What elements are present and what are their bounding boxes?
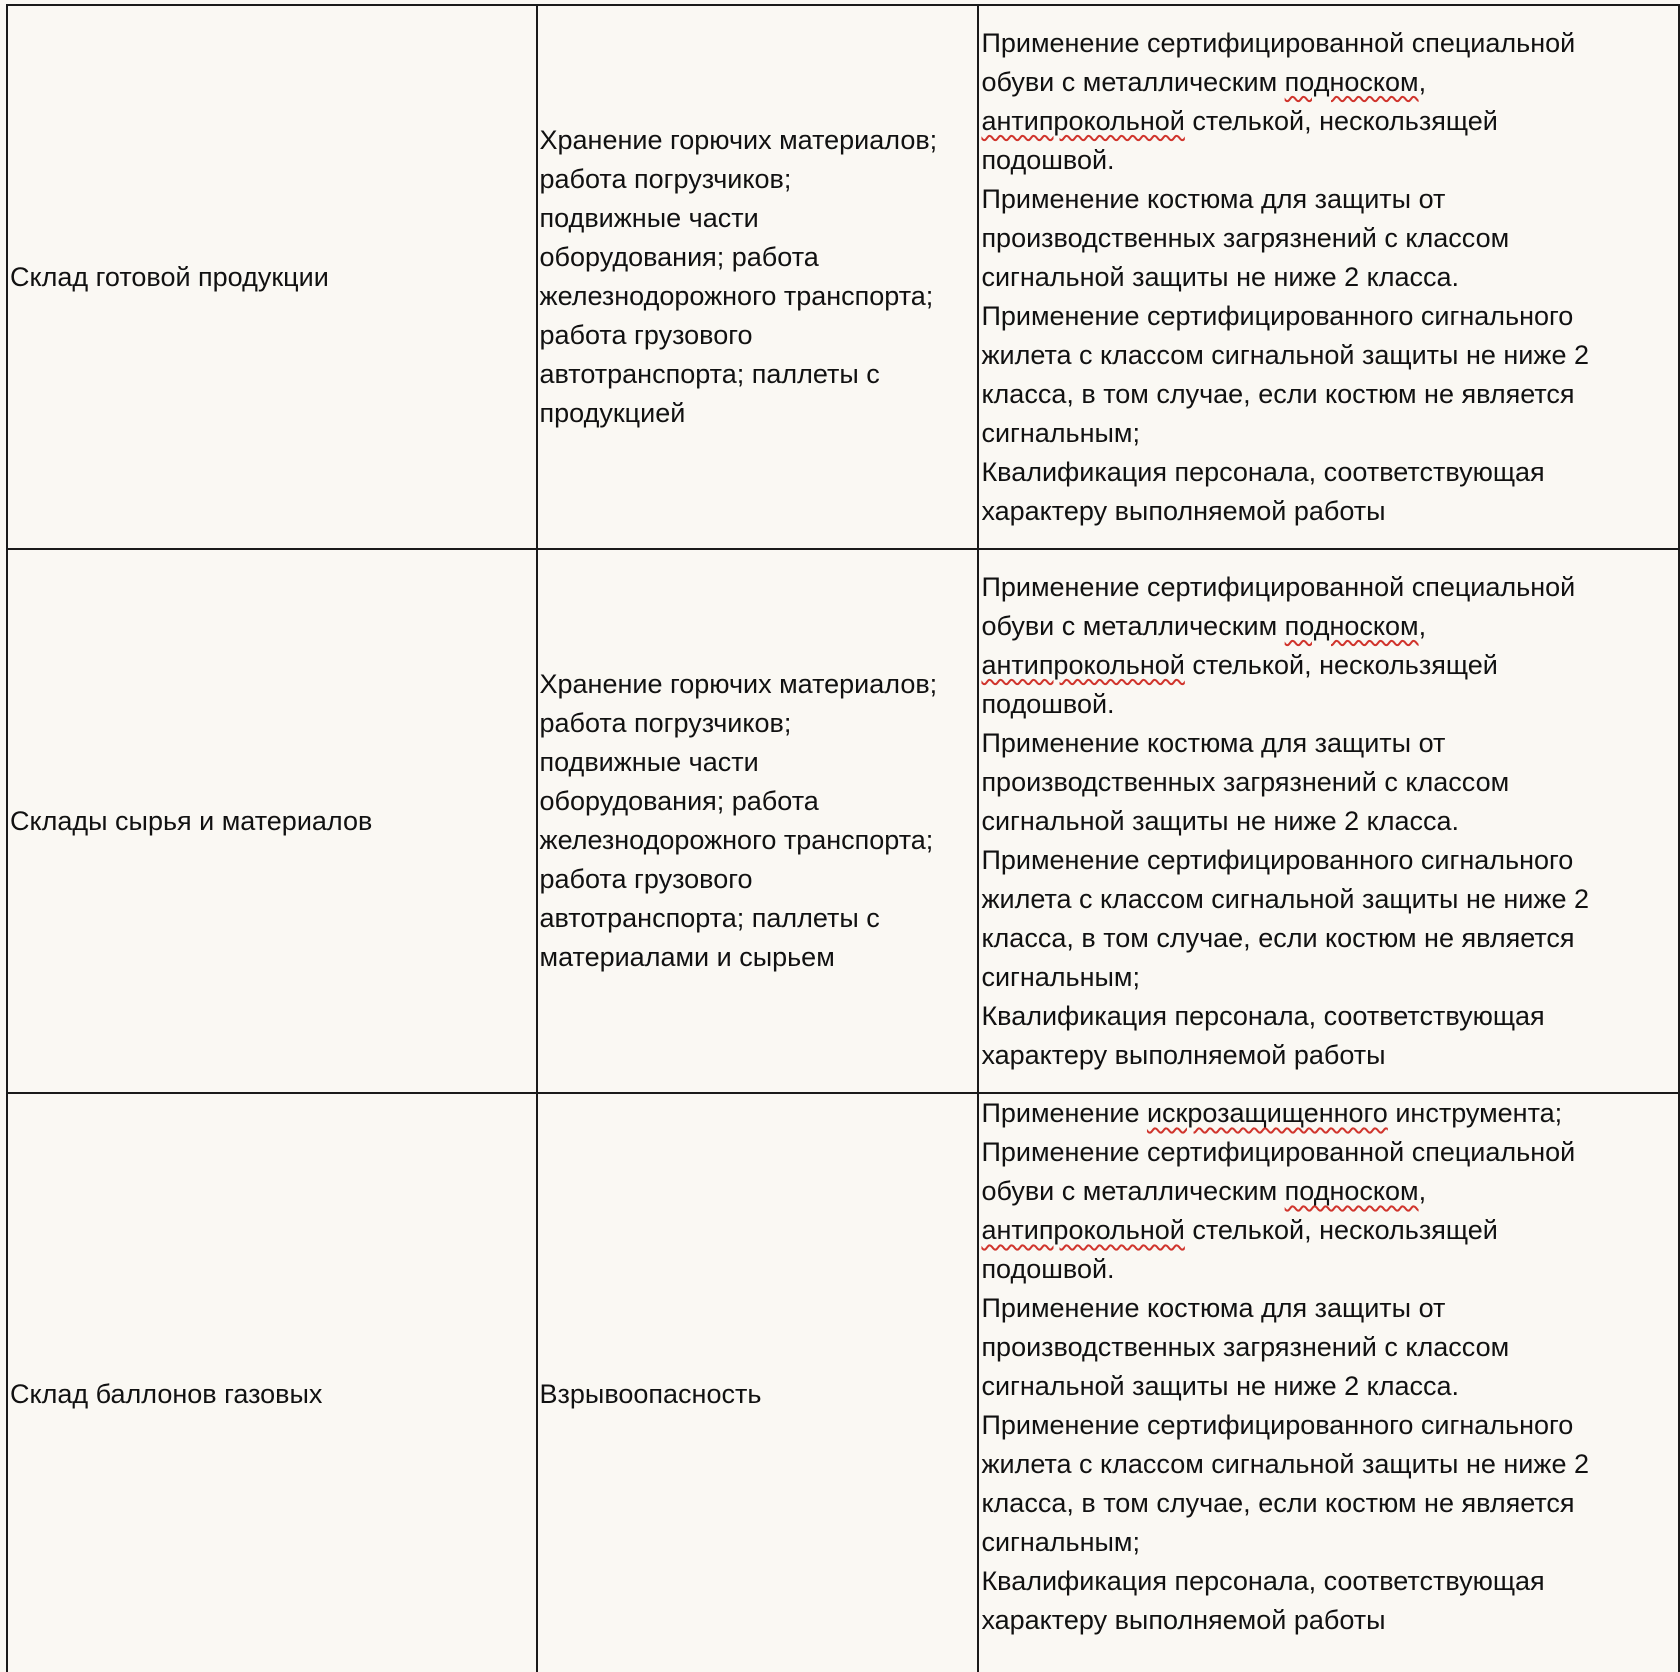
- measure-line: производственных загрязнений с классом: [981, 766, 1510, 797]
- table-row: [7, 1093, 1679, 1672]
- hazard-line: Хранение горючих материалов;: [539, 669, 938, 699]
- measure-text: ,: [1418, 1176, 1427, 1206]
- place-name: Склады сырья и материалов: [10, 805, 373, 836]
- measure-line: Применение сертифицированного сигнального: [981, 300, 1574, 331]
- measure-line: сигнальным;: [981, 417, 1140, 448]
- measure-text: обуви с металлическим: [981, 1176, 1285, 1206]
- measure-text: стелькой, нескользящей: [1184, 649, 1498, 680]
- measure-line: характеру выполняемой работы: [981, 1605, 1386, 1635]
- measure-text: ,: [1418, 610, 1427, 641]
- table-row: [7, 549, 1679, 1093]
- measure-text: стелькой, нескользящей: [1184, 105, 1498, 136]
- table-cell-measures[interactable]: [978, 1093, 1679, 1672]
- measure-line: жилета с классом сигнальной защиты не ниже 2: [981, 883, 1589, 914]
- measure-text: ,: [1418, 66, 1427, 97]
- measure-text: Применение: [981, 1098, 1147, 1128]
- hazard-line: подвижные части: [539, 747, 759, 777]
- spellcheck-word[interactable]: подноском: [1284, 66, 1419, 97]
- hazard-line: оборудования; работа: [539, 786, 819, 816]
- measure-line: [981, 1211, 1676, 1250]
- measure-line: сигнальной защиты не ниже 2 класса.: [981, 805, 1460, 836]
- measure-line: класса, в том случае, если костюм не является: [981, 378, 1575, 409]
- table-cell-hazard[interactable]: [537, 1093, 979, 1672]
- place-name: Склад готовой продукции: [10, 261, 329, 292]
- table-cell-measures[interactable]: [978, 5, 1679, 549]
- measure-line: жилета с классом сигнальной защиты не ниже 2: [981, 339, 1589, 370]
- hazard-line: автотранспорта; паллеты с: [539, 359, 880, 389]
- measure-line: Применение костюма для защиты от: [981, 183, 1446, 214]
- measure-text: инструмента;: [1387, 1098, 1563, 1128]
- measure-line: сигнальной защиты не ниже 2 класса.: [981, 1371, 1460, 1401]
- spellcheck-word[interactable]: искрозащищенного: [1146, 1098, 1388, 1128]
- spellcheck-word[interactable]: антипрокольной: [981, 105, 1185, 136]
- measure-text: обуви с металлическим: [981, 66, 1285, 97]
- table-cell-hazard[interactable]: [537, 549, 979, 1093]
- spellcheck-word[interactable]: подноском: [1284, 610, 1419, 641]
- measure-line: [981, 607, 1676, 646]
- spellcheck-word[interactable]: антипрокольной: [981, 649, 1185, 680]
- measure-line: [981, 102, 1676, 141]
- measure-line: характеру выполняемой работы: [981, 495, 1386, 526]
- hazard-line: продукцией: [539, 398, 686, 428]
- measure-line: сигнальным;: [981, 1527, 1140, 1557]
- hazard-line: Хранение горючих материалов;: [539, 125, 938, 155]
- hazard-line: подвижные части: [539, 203, 759, 233]
- hazard-line: железнодорожного транспорта;: [539, 281, 934, 311]
- measure-line: подошвой.: [981, 144, 1115, 175]
- measure-text: стелькой, нескользящей: [1184, 1215, 1498, 1245]
- measure-line: производственных загрязнений с классом: [981, 1332, 1510, 1362]
- measure-line: Применение костюма для защиты от: [981, 727, 1446, 758]
- measure-line: Применение сертифицированной специальной: [981, 27, 1576, 58]
- table-cell-place[interactable]: [7, 549, 537, 1093]
- measure-line: подошвой.: [981, 1254, 1115, 1284]
- table-cell-place[interactable]: [7, 5, 537, 549]
- measure-line: Применение костюма для защиты от: [981, 1293, 1446, 1323]
- hazard-line: работа погрузчиков;: [539, 708, 792, 738]
- table-row: [7, 5, 1679, 549]
- measure-line: Квалификация персонала, соответствующая: [981, 1000, 1545, 1031]
- hazard-table: [6, 4, 1680, 1672]
- measure-line: Применение сертифицированного сигнального: [981, 1410, 1574, 1440]
- measure-line: жилета с классом сигнальной защиты не ниже 2: [981, 1449, 1589, 1479]
- measure-line: подошвой.: [981, 688, 1115, 719]
- place-name: Склад баллонов газовых: [10, 1378, 323, 1409]
- measure-line: Квалификация персонала, соответствующая: [981, 456, 1545, 487]
- measure-line: класса, в том случае, если костюм не является: [981, 1488, 1575, 1518]
- hazard-line: автотранспорта; паллеты с: [539, 903, 880, 933]
- measure-line: [981, 1172, 1676, 1211]
- hazard-line: работа грузового: [539, 864, 753, 894]
- measure-line: Применение сертифицированной специальной: [981, 571, 1576, 602]
- measure-line: [981, 646, 1676, 685]
- measure-line: Применение сертифицированного сигнального: [981, 844, 1574, 875]
- measure-line: класса, в том случае, если костюм не является: [981, 922, 1575, 953]
- measure-line: [981, 1094, 1676, 1133]
- hazard-line: работа погрузчиков;: [539, 164, 792, 194]
- measure-text: обуви с металлическим: [981, 610, 1285, 641]
- hazard-line: железнодорожного транспорта;: [539, 825, 934, 855]
- table-cell-place[interactable]: [7, 1093, 537, 1672]
- measure-line: сигнальным;: [981, 961, 1140, 992]
- measure-line: [981, 63, 1676, 102]
- measure-line: сигнальной защиты не ниже 2 класса.: [981, 261, 1460, 292]
- hazard-line: материалами и сырьем: [539, 942, 835, 972]
- hazard-line: работа грузового: [539, 320, 753, 350]
- spellcheck-word[interactable]: подноском: [1284, 1176, 1419, 1206]
- table-cell-measures[interactable]: [978, 549, 1679, 1093]
- measure-line: характеру выполняемой работы: [981, 1039, 1386, 1070]
- table-cell-hazard[interactable]: [537, 5, 979, 549]
- measure-line: Квалификация персонала, соответствующая: [981, 1566, 1545, 1596]
- spellcheck-word[interactable]: антипрокольной: [981, 1215, 1185, 1245]
- measure-line: Применение сертифицированной специальной: [981, 1137, 1576, 1167]
- measure-line: производственных загрязнений с классом: [981, 222, 1510, 253]
- hazard-text: Взрывоопасность: [539, 1378, 762, 1409]
- hazard-line: оборудования; работа: [539, 242, 819, 272]
